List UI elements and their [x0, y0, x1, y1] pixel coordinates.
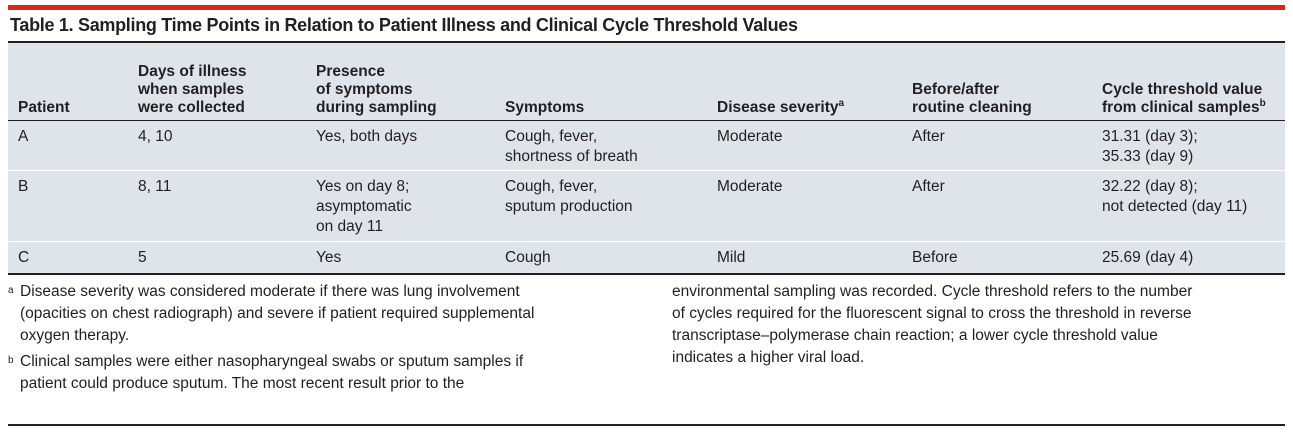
cell-severity: Moderate	[717, 128, 783, 145]
table-row-patient-c	[8, 242, 1285, 275]
cell-patient: B	[18, 178, 29, 195]
footnote-b-continued: environmental sampling was recorded. Cycle threshold refers to the number	[672, 283, 1193, 300]
cell-presence: Yes	[316, 249, 342, 266]
footnote-b: b Clinical samples were either nasopharyngeal swabs or sputum samples if patient could produce sputum. The most recent result prior to the	[8, 351, 618, 395]
footnote-mark-a: a	[838, 97, 845, 109]
header-patient: Patient	[18, 99, 70, 116]
cell-symptoms: Cough	[505, 249, 551, 266]
cell-presence: Yes on day 8; asymptomatic on day 11	[316, 178, 412, 235]
header-disease-severity: Disease severity$^a$	[717, 97, 845, 116]
header-presence-of-symptoms: Presence of symptoms during sampling	[316, 63, 437, 116]
cell-symptoms: Cough, fever, sputum production	[505, 178, 633, 215]
footnote-a-mark: a	[8, 285, 14, 296]
cell-symptoms: Cough, fever, shortness of breath	[505, 128, 638, 165]
header-cycle-threshold: Cycle threshold value from clinical samples$^b$	[1102, 81, 1266, 116]
cell-severity: Mild	[717, 249, 746, 266]
footnotes-right-column	[672, 281, 1277, 369]
cell-severity: Moderate	[717, 178, 783, 195]
bottom-divider	[8, 424, 1285, 426]
footnote-mark-b: b	[1259, 97, 1266, 109]
header-row	[8, 43, 1285, 121]
top-accent-rule	[8, 5, 1285, 10]
cell-days: 8, 11	[138, 178, 172, 195]
table-title: Table 1. Sampling Time Points in Relation to Patient Illness and Clinical Cycle Threshold Values	[10, 15, 798, 35]
cell-cleaning: Before	[912, 249, 958, 266]
cell-cycle-threshold: 25.69 (day 4)	[1102, 249, 1194, 266]
footnote-b-continued: indicates a higher viral load.	[672, 349, 865, 366]
header-before-after-cleaning: Before/after routine cleaning	[912, 81, 1032, 116]
table-row-patient-b	[8, 171, 1285, 242]
footnote-b-continued: of cycles required for the fluorescent signal to cross the threshold in reverse	[672, 305, 1192, 322]
footnote-a: a Disease severity was considered moderate if there was lung involvement (opacities on chest radiograph) and severe if patient required supplemental oxygen therapy.	[8, 281, 618, 347]
footnotes-left-column	[8, 281, 618, 395]
cell-days: 4, 10	[138, 128, 173, 145]
cell-cleaning: After	[912, 128, 945, 145]
cell-days: 5	[138, 249, 147, 266]
header-days-of-illness: Days of illness when samples were collected	[138, 63, 247, 116]
footnote-b-mark: b	[8, 355, 14, 366]
cell-cleaning: After	[912, 178, 945, 195]
cell-patient: A	[18, 128, 29, 145]
cell-cycle-threshold: 32.22 (day 8); not detected (day 11)	[1102, 178, 1248, 215]
footnote-b-continued: transcriptase–polymerase chain reaction; a lower cycle threshold value	[672, 327, 1158, 344]
cell-cycle-threshold: 31.31 (day 3); 35.33 (day 9)	[1102, 128, 1198, 165]
cell-patient: C	[18, 249, 30, 266]
cell-presence: Yes, both days	[316, 128, 418, 145]
table-row-patient-a	[8, 121, 1285, 171]
data-table-panel	[8, 43, 1285, 273]
data-table	[8, 43, 1285, 274]
header-symptoms: Symptoms	[505, 99, 585, 116]
table-bottom-divider	[8, 273, 1285, 275]
